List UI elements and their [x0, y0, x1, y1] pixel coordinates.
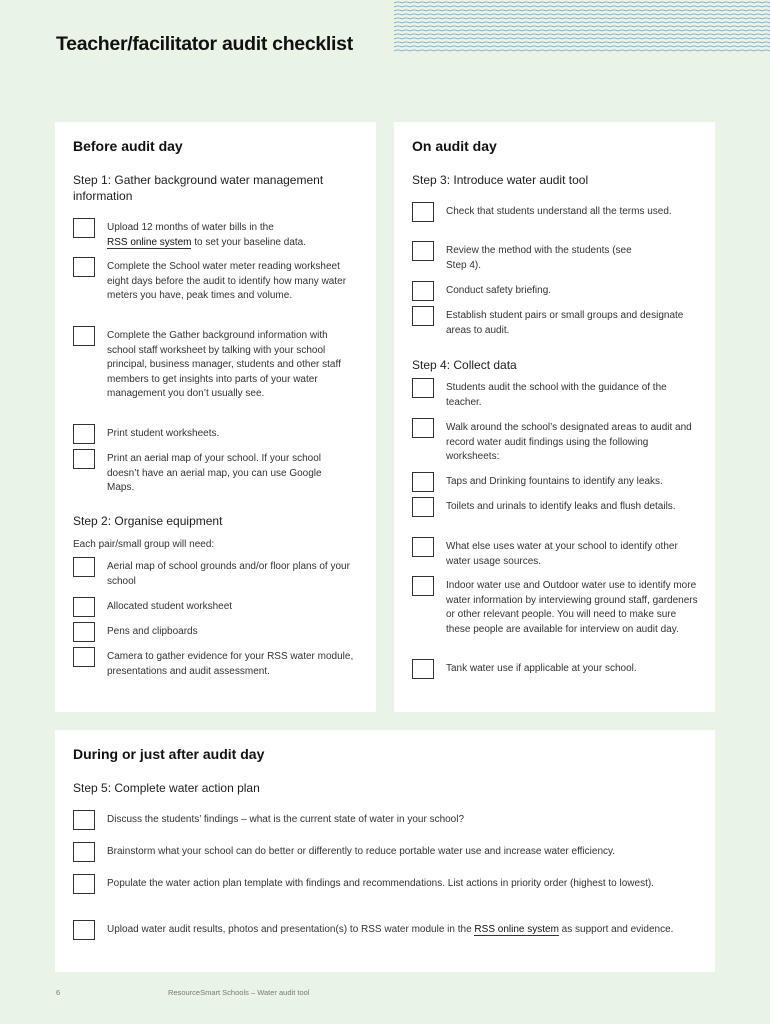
checklist-item-label: Students audit the school with the guidance of the teacher. [446, 382, 667, 408]
wave-line [394, 10, 770, 11]
wave-line [394, 34, 770, 35]
checklist-item-label: Taps and Drinking fountains to identify any leaks. [446, 476, 663, 487]
checklist-item-label: Camera to gather evidence for your RSS water module, presentations and audit assessment. [107, 651, 354, 677]
checkbox[interactable] [412, 537, 434, 557]
checkbox[interactable] [412, 418, 434, 438]
wave-line [394, 30, 770, 31]
wave-line [394, 46, 770, 47]
item-text: as support and evidence. [558, 924, 674, 935]
checklist-item-label: Toilets and urinals to identify leaks and flush details. [446, 501, 676, 512]
checklist-item-label [107, 221, 357, 250]
wave-line [394, 22, 770, 23]
page-title: Teacher/facilitator audit checklist [56, 33, 353, 55]
checkbox[interactable] [73, 874, 95, 894]
checkbox[interactable] [73, 449, 95, 469]
checklist-item-label: Pens and clipboards [107, 626, 198, 637]
checkbox[interactable] [73, 920, 95, 940]
step3-heading: Step 3: Introduce water audit tool [412, 173, 589, 187]
step1-heading: Step 1: Gather background water management information [73, 173, 324, 203]
checkbox[interactable] [412, 202, 434, 222]
during-after-audit-day-heading: During or just after audit day [73, 746, 265, 762]
checkbox[interactable] [73, 257, 95, 277]
step5-heading: Step 5: Complete water action plan [73, 781, 260, 795]
checkbox[interactable] [73, 622, 95, 642]
page-number: 6 [56, 988, 61, 997]
checkbox[interactable] [73, 810, 95, 830]
checkbox[interactable] [73, 842, 95, 862]
wave-line [394, 14, 770, 15]
checklist-item-label: Allocated student worksheet [107, 601, 233, 612]
rss-online-system-link[interactable]: RSS online system [107, 236, 192, 248]
checkbox[interactable] [73, 647, 95, 667]
checklist-item-label: Discuss the students’ findings – what is the current state of water in your school? [107, 814, 465, 825]
checkbox[interactable] [412, 378, 434, 398]
checklist-item-label: Brainstorm what your school can do better or differently to reduce portable water use and increase water efficiency. [107, 846, 616, 857]
before-audit-day-heading: Before audit day [73, 138, 183, 154]
footer-doc-title: ResourceSmart Schools – Water audit tool [168, 988, 310, 997]
checkbox[interactable] [412, 472, 434, 492]
wave-line [394, 50, 770, 51]
before-audit-day-card [55, 122, 376, 712]
rss-online-system-link[interactable]: RSS online system [474, 924, 559, 935]
checklist-item-label: Tank water use if applicable at your school. [446, 663, 637, 674]
item-text: to set your baseline data. [191, 236, 307, 248]
checkbox[interactable] [412, 497, 434, 517]
checklist-item-label: Walk around the school’s designated areas to audit and record water audit findings using the following worksheets: [446, 422, 692, 463]
checkbox[interactable] [73, 424, 95, 444]
wave-line [394, 2, 770, 3]
checkbox[interactable] [412, 659, 434, 679]
checkbox[interactable] [73, 218, 95, 238]
checklist-item-label: Establish student pairs or small groups and designate areas to audit. [446, 310, 684, 336]
item-text: Upload 12 months of water bills in the [107, 222, 274, 233]
checkbox[interactable] [412, 306, 434, 326]
checkbox[interactable] [412, 576, 434, 596]
checklist-item-label: Indoor water use and Outdoor water use to identify more water information by interviewing ground staff, gardeners or other relevant people. You will need to make sure these people are available for interview on audit day. [446, 580, 698, 635]
wave-line [394, 6, 770, 7]
checklist-item-label: Check that students understand all the terms used. [446, 206, 672, 217]
checklist-item-label: Review the method with the students (see Step 4). [446, 245, 632, 271]
item-text: Upload water audit results, photos and presentation(s) to RSS water module in the [107, 924, 475, 935]
wave-line [394, 18, 770, 19]
during-after-audit-day-card [55, 730, 715, 972]
checklist-item-label: Complete the School water meter reading worksheet eight days before the audit to identify how many water meters you have, peak times and volume. [107, 261, 347, 302]
checkbox[interactable] [73, 326, 95, 346]
checklist-item-label: Print an aerial map of your school. If your school doesn’t have an aerial map, you can use Google Maps. [107, 453, 322, 494]
step4-heading: Step 4: Collect data [412, 358, 517, 372]
checklist-item-label: Populate the water action plan template with findings and recommendations. List actions in priority order (highest to lowest). [107, 878, 654, 889]
on-audit-day-heading: On audit day [412, 138, 497, 154]
on-audit-day-card [394, 122, 715, 712]
checkbox[interactable] [73, 557, 95, 577]
wave-pattern-decoration [394, 0, 770, 54]
wave-line [394, 26, 770, 27]
checkbox[interactable] [73, 597, 95, 617]
wave-line [394, 38, 770, 39]
checklist-item-label: Print student worksheets. [107, 428, 220, 439]
step2-heading: Step 2: Organise equipment [73, 514, 223, 528]
checklist-item-label: What else uses water at your school to identify other water usage sources. [446, 541, 678, 567]
checklist-item-label: Complete the Gather background information with school staff worksheet by talking with your school principal, business manager, students and other staff members to get insights into parts of your water management you don’t usually see. [107, 330, 341, 400]
checklist-item-label: Conduct safety briefing. [446, 285, 552, 296]
checklist-item-label: Aerial map of school grounds and/or floor plans of your school [107, 561, 350, 587]
checkbox[interactable] [412, 281, 434, 301]
checklist-item-label [107, 923, 703, 938]
step2-note: Each pair/small group will need: [73, 539, 215, 550]
checkbox[interactable] [412, 241, 434, 261]
wave-line [394, 42, 770, 43]
